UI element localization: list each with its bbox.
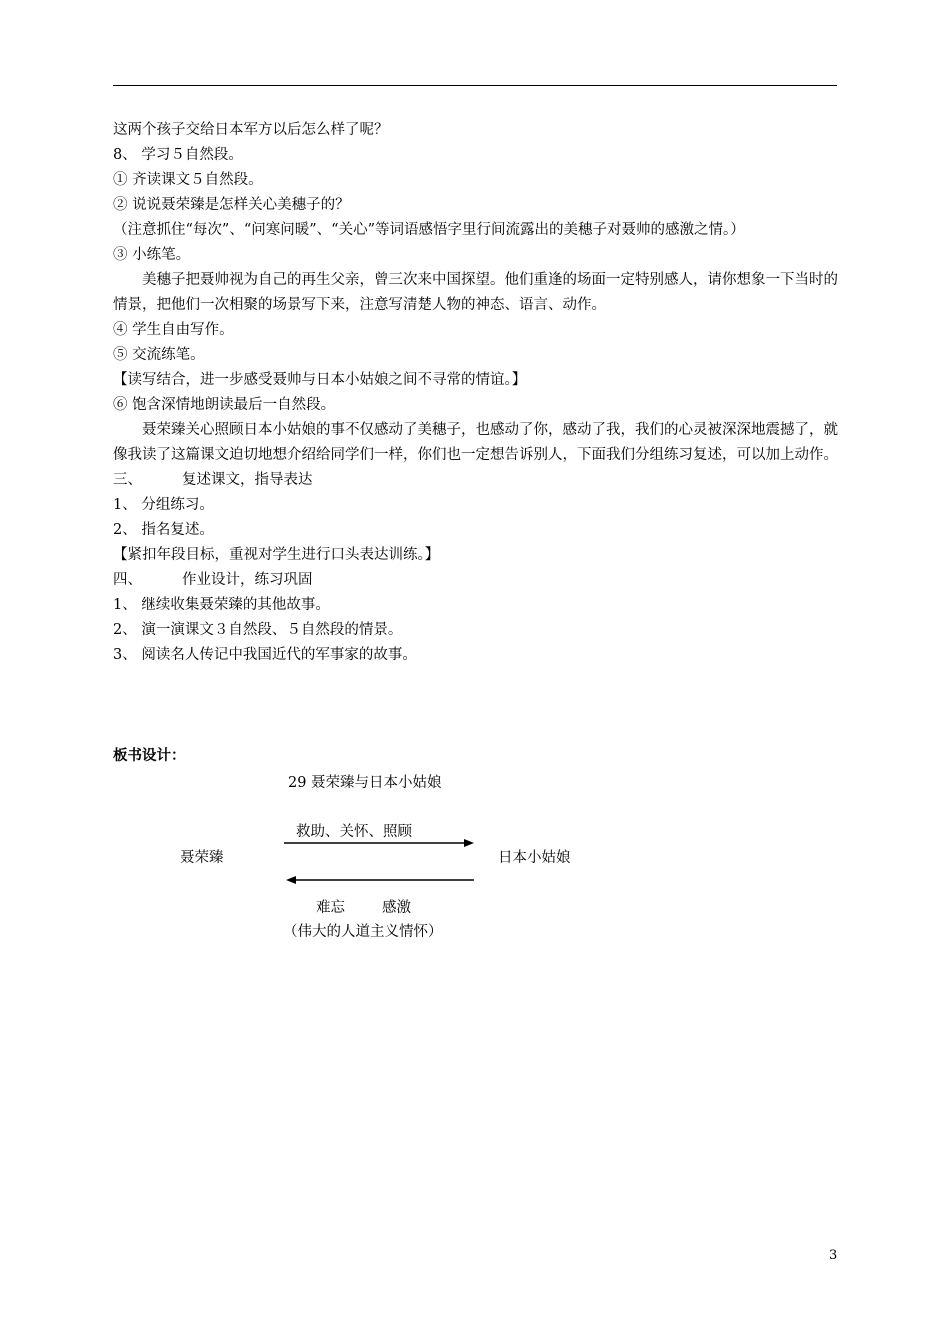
left-arrow-icon bbox=[284, 873, 476, 887]
board-left-name: 聂荣臻 bbox=[180, 850, 224, 866]
board-design-heading: 板书设计： bbox=[113, 748, 186, 764]
writing-prompt: 美穗子把聂帅视为自己的再生父亲，曾三次来中国探望。他们重逢的场面一定特别感人，请你想象一下当时的情景，把他们一次相聚的场景写下来，注意写清楚人物的神态、语言、动作。 bbox=[113, 272, 838, 313]
section-3-item-1: 1、 分组练习。 bbox=[113, 497, 214, 513]
board-bottom-label-2: 感激 bbox=[382, 900, 411, 916]
section-3-title: 复述课文，指导表达 bbox=[182, 472, 313, 488]
board-top-label: 救助、关怀、照顾 bbox=[296, 824, 412, 840]
section-4-heading bbox=[113, 568, 839, 593]
board-right-name: 日本小姑娘 bbox=[498, 850, 571, 866]
board-bottom-label-1: 难忘 bbox=[316, 900, 345, 916]
section-4-number: 四、 bbox=[113, 572, 142, 588]
right-arrow-icon bbox=[284, 836, 476, 850]
question-line: 这两个孩子交给日本军方以后怎么样了呢？ bbox=[113, 122, 389, 138]
step-8-item-5: ⑤ 交流练笔。 bbox=[113, 347, 205, 363]
reading-writing-note: 【读写结合，进一步感受聂帅与日本小姑娘之间不寻常的情谊。】 bbox=[113, 372, 527, 388]
section-3-heading bbox=[113, 468, 839, 493]
step-8-note: （注意抓住“每次”、“问寒问暖”、“关心”等词语感悟字里行间流露出的美穗子对聂帅的感激之情。） bbox=[113, 222, 745, 238]
step-8-item-2: ② 说说聂荣臻是怎样关心美穗子的？ bbox=[113, 197, 350, 213]
section-4-item-3: 3、 阅读名人传记中我国近代的军事家的故事。 bbox=[113, 647, 417, 663]
oral-expression-note: 【紧扣年段目标，重视对学生进行口头表达训练。】 bbox=[113, 547, 440, 563]
step-8-item-3: ③ 小练笔。 bbox=[113, 247, 191, 263]
step-8-item-6: ⑥ 饱含深情地朗读最后一自然段。 bbox=[113, 397, 336, 413]
section-4-title: 作业设计，练习巩固 bbox=[182, 572, 313, 588]
board-theme: （伟大的人道主义情怀） bbox=[283, 924, 443, 940]
page-number: 3 bbox=[829, 1248, 838, 1263]
section-3-item-2: 2、 指名复述。 bbox=[113, 522, 214, 538]
step-8: 8、 学习５自然段。 bbox=[113, 147, 243, 163]
step-8-item-1: ① 齐读课文５自然段。 bbox=[113, 172, 263, 188]
transition-paragraph: 聂荣臻关心照顾日本小姑娘的事不仅感动了美穗子，也感动了你，感动了我，我们的心灵被深深地震撼了，就像我读了这篇课文迫切地想介绍给同学们一样，你们也一定想告诉别人，下面我们分组练习复述，可以加上动作。 bbox=[113, 422, 838, 463]
step-8-item-4: ④ 学生自由写作。 bbox=[113, 322, 234, 338]
section-4-item-2: 2、 演一演课文３自然段、５自然段的情景。 bbox=[113, 622, 403, 638]
document-body bbox=[113, 118, 839, 668]
section-4-item-1: 1、 继续收集聂荣臻的其他故事。 bbox=[113, 597, 330, 613]
section-3-number: 三、 bbox=[113, 472, 142, 488]
board-title: 29 聂荣臻与日本小姑娘 bbox=[288, 775, 442, 791]
header-rule bbox=[113, 85, 837, 86]
